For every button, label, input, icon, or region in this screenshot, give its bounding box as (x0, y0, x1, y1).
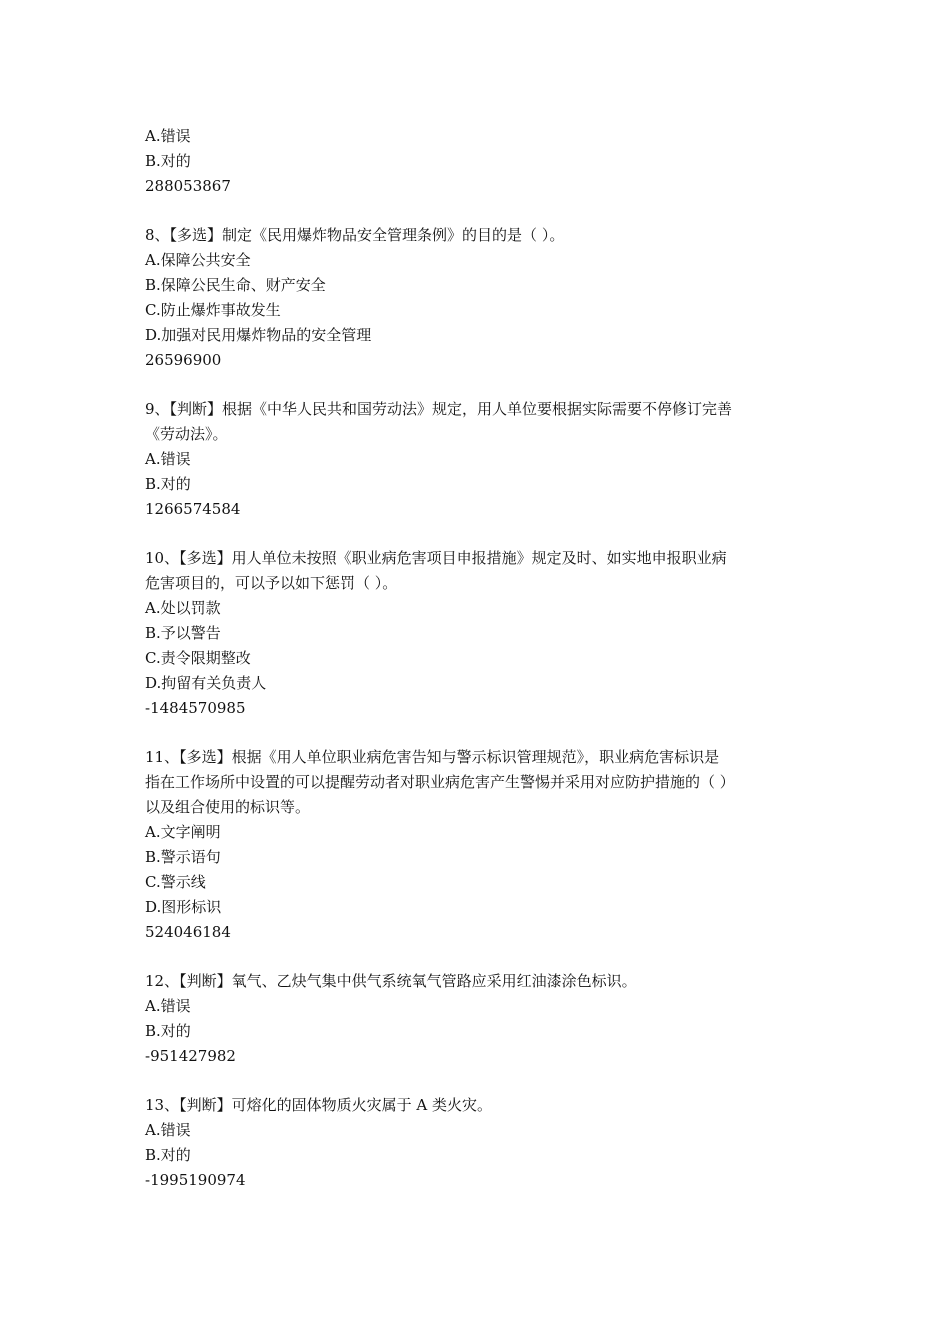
document-page (145, 124, 815, 1193)
option: B.对的 (145, 1146, 191, 1164)
answer-code: 524046184 (145, 923, 231, 941)
option: B.对的 (145, 475, 191, 493)
option: C.警示线 (145, 873, 206, 891)
answer-code: -1995190974 (145, 1171, 246, 1189)
option: D.加强对民用爆炸物品的安全管理 (145, 326, 372, 344)
option: A.错误 (145, 450, 191, 468)
option: A.错误 (145, 1121, 191, 1139)
option: B.对的 (145, 152, 191, 170)
question-text: 危害项目的，可以予以如下惩罚（ ）。 (145, 574, 398, 592)
option: B.保障公民生命、财产安全 (145, 276, 326, 294)
question-text: 10、【多选】用人单位未按照《职业病危害项目申报措施》规定及时、如实地申报职业病 (145, 549, 727, 567)
spacer (145, 199, 815, 223)
question-block (145, 1093, 815, 1193)
question-block (145, 546, 815, 721)
question-text: 《劳动法》。 (145, 425, 228, 443)
option: B.予以警告 (145, 624, 221, 642)
option: B.警示语句 (145, 848, 221, 866)
option: D.图形标识 (145, 898, 222, 916)
answer-code: -951427982 (145, 1047, 236, 1065)
question-block (145, 397, 815, 522)
option: C.防止爆炸事故发生 (145, 301, 281, 319)
option: A.文字阐明 (145, 823, 221, 841)
answer-code: 288053867 (145, 177, 231, 195)
answer-code: -1484570985 (145, 699, 246, 717)
question-text: 以及组合使用的标识等。 (145, 798, 311, 816)
option: A.错误 (145, 127, 191, 145)
answer-code: 26596900 (145, 351, 222, 369)
question-text: 12、【判断】氧气、乙炔气集中供气系统氧气管路应采用红油漆涂色标识。 (145, 972, 637, 990)
question-text: 13、【判断】可熔化的固体物质火灾属于 A 类火灾。 (145, 1096, 492, 1114)
question-text: 9、【判断】根据《中华人民共和国劳动法》规定，用人单位要根据实际需要不停修订完善 (145, 400, 733, 418)
spacer (145, 1069, 815, 1093)
answer-code: 1266574584 (145, 500, 241, 518)
spacer (145, 373, 815, 397)
intro-block (145, 124, 815, 199)
question-text: 11、【多选】根据《用人单位职业病危害告知与警示标识管理规范》，职业病危害标识是 (145, 748, 720, 766)
option: A.保障公共安全 (145, 251, 251, 269)
option: B.对的 (145, 1022, 191, 1040)
question-list (145, 199, 815, 1193)
question-block (145, 969, 815, 1069)
question-block (145, 223, 815, 373)
question-block (145, 745, 815, 945)
spacer (145, 522, 815, 546)
question-text: 指在工作场所中设置的可以提醒劳动者对职业病危害产生警惕并采用对应防护措施的（ ） (145, 773, 735, 791)
option: A.错误 (145, 997, 191, 1015)
question-text: 8、【多选】制定《民用爆炸物品安全管理条例》的目的是（ ）。 (145, 226, 565, 244)
option: D.拘留有关负责人 (145, 674, 267, 692)
spacer (145, 721, 815, 745)
option: A.处以罚款 (145, 599, 221, 617)
option: C.责令限期整改 (145, 649, 251, 667)
spacer (145, 945, 815, 969)
